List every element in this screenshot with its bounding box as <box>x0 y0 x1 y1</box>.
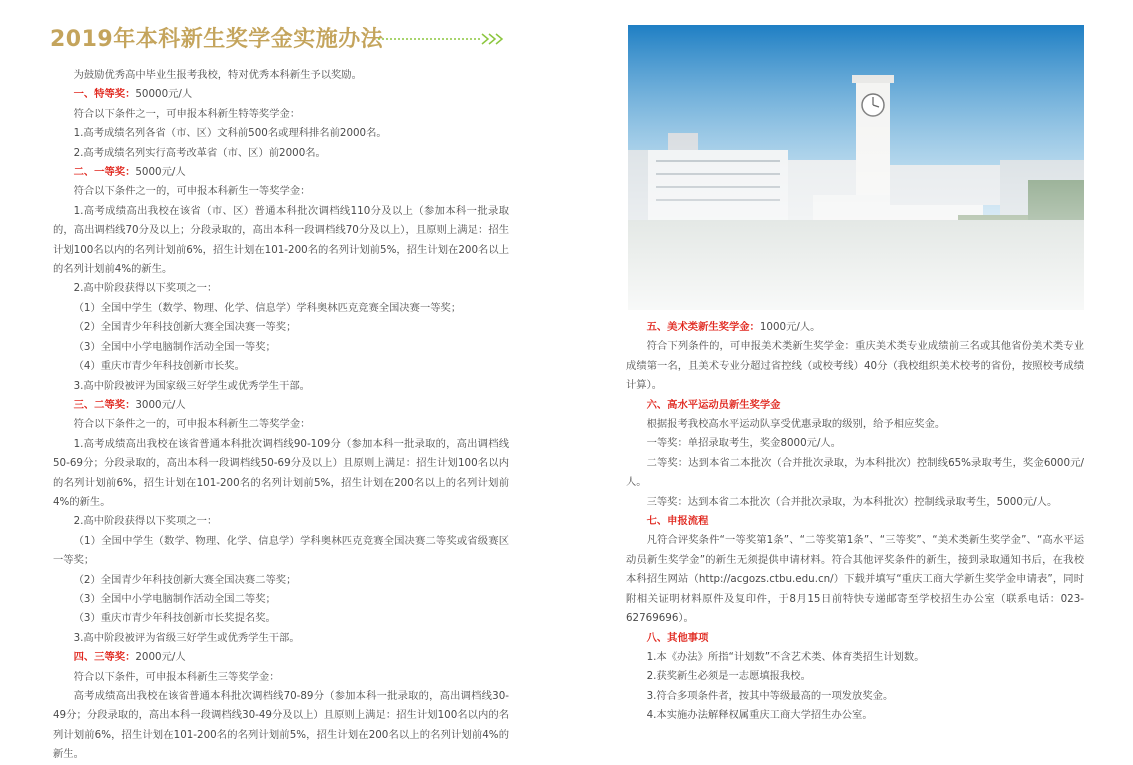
paragraph-text: （2）全国青少年科技创新大赛全国决赛二等奖； <box>73 573 297 586</box>
paragraph <box>53 299 509 318</box>
paragraph <box>626 687 1084 706</box>
paragraph <box>53 182 509 201</box>
right-column-text <box>626 318 1084 726</box>
paragraph <box>53 124 509 143</box>
paragraph <box>53 512 509 531</box>
paragraph-text: 根据报考我校高水平运动队享受优惠录取的级别，给予相应奖金。 <box>646 418 946 431</box>
section-heading <box>626 396 1084 415</box>
paragraph <box>53 318 509 337</box>
paragraph-text: 2.高中阶段获得以下奖项之一： <box>73 515 218 528</box>
paragraph <box>53 590 509 609</box>
paragraph-text: 符合以下条件之一的，可申报本科新生一等奖学金： <box>73 185 311 198</box>
paragraph-text: （3）全国中小学电脑制作活动全国二等奖； <box>73 592 276 605</box>
paragraph-text: （3）重庆市青少年科技创新市长奖提名奖。 <box>73 612 276 625</box>
award-heading-label: 二、一等奖： <box>73 166 136 179</box>
campus-clock-tower-photo <box>628 25 1084 310</box>
paragraph <box>53 66 509 85</box>
paragraph-text: 2.高中阶段获得以下奖项之一： <box>73 282 218 295</box>
section-heading <box>53 163 509 182</box>
paragraph-text: 二等奖：达到本省二本批次（合并批次录取，为本科批次）控制线65%录取考生，奖金6000元/人。 <box>626 456 1084 489</box>
paragraph-text: 3.高中阶段被评为省级三好学生或优秀学生干部。 <box>73 631 300 644</box>
paragraph <box>53 687 509 765</box>
paragraph-text: 1.本《办法》所指“计划数”不含艺术类、体育类招生计划数。 <box>646 650 925 663</box>
paragraph-text: 符合以下条件之一，可申报本科新生特等奖学金： <box>73 107 301 120</box>
paragraph <box>626 706 1084 725</box>
paragraph <box>626 337 1084 395</box>
paragraph <box>626 434 1084 453</box>
paragraph-text: 1.高考成绩高出我校在该省普通本科批次调档线90-109分（参加本科一批录取的，高出调档线50-69分；分段录取的，高出本科一段调档线50-69分及以上）且原则上满足：招生计划100名以内的名列计划前6%，招生计划在101-200名的名列计划前5%，招生计划在200名以上的名列计划前4%的新生。 <box>53 437 509 508</box>
award-amount: 3000元/人 <box>135 398 186 411</box>
award-heading-label: 一、特等奖： <box>73 88 136 101</box>
section-heading <box>53 85 509 104</box>
paragraph-text: 2.获奖新生必须是一志愿填报我校。 <box>646 670 811 683</box>
paragraph <box>53 202 509 280</box>
paragraph-text: 三等奖：达到本省二本批次（合并批次录取，为本科批次）控制线录取考生，5000元/人。 <box>646 495 1058 508</box>
paragraph-text: （1）全国中学生（数学、物理、化学、信息学）学科奥林匹克竞赛全国决赛二等奖或省级赛区一等奖； <box>53 534 509 567</box>
paragraph <box>626 531 1084 628</box>
paragraph-text: 符合以下条件之一的，可申报本科新生二等奖学金： <box>73 418 311 431</box>
award-heading-label: 四、三等奖： <box>73 651 136 664</box>
paragraph-text: 一等奖：单招录取考生，奖金8000元/人。 <box>646 437 842 450</box>
paragraph-text: 2.高考成绩名列实行高考改革省（市、区）前2000名。 <box>73 146 326 159</box>
paragraph <box>53 571 509 590</box>
paragraph <box>53 105 509 124</box>
paragraph-text: 3.高中阶段被评为国家级三好学生或优秀学生干部。 <box>73 379 310 392</box>
paragraph <box>626 454 1084 493</box>
paragraph <box>626 648 1084 667</box>
award-heading-label: 三、二等奖： <box>73 398 136 411</box>
award-amount: 50000元/人 <box>135 88 193 101</box>
paragraph <box>53 357 509 376</box>
award-heading-label: 八、其他事项 <box>646 631 709 644</box>
paragraph-text: 4.本实施办法解释权属重庆工商大学招生办公室。 <box>646 709 873 722</box>
paragraph-text: 1.高考成绩名列各省（市、区）文科前500名或理科排名前2000名。 <box>73 127 387 140</box>
paragraph <box>53 609 509 628</box>
award-heading-label: 六、高水平运动员新生奖学金 <box>646 398 781 411</box>
paragraph-text: 为鼓励优秀高中毕业生报考我校，特对优秀本科新生予以奖励。 <box>73 69 362 81</box>
paragraph-text: 符合下列条件的，可申报美术类新生奖学金：重庆美术类专业成绩前三名或其他省份美术类专业成绩第一名，且美术专业分超过省控线（或校考线）40分（我校组织美术校考的省份，按照校考成绩计算）。 <box>626 340 1084 392</box>
paragraph-text: （2）全国青少年科技创新大赛全国决赛一等奖； <box>73 321 297 334</box>
left-column-text <box>53 66 509 765</box>
dotted-arrow-icon <box>378 32 508 46</box>
paragraph <box>53 415 509 434</box>
paragraph-text: 符合以下条件，可申报本科新生三等奖学金： <box>73 670 280 683</box>
paragraph-text: （1）全国中学生（数学、物理、化学、信息学）学科奥林匹克竞赛全国决赛一等奖； <box>73 301 462 314</box>
section-heading <box>626 512 1084 531</box>
paragraph <box>53 435 509 513</box>
paragraph <box>626 415 1084 434</box>
paragraph <box>626 667 1084 686</box>
paragraph-text: 凡符合评奖条件“一等奖第1条”、“二等奖第1条”、“三等奖”、“美术类新生奖学金”、“高水平运动员新生奖学金”的新生无须提供申请材料。符合其他评奖条件的新生，接到录取通知书后，在我校本科招生网站（http://acgozs.ctbu.edu.cn/）下载并填写“重庆工商大学新生奖学金申请表”，同时附相关证明材料原件及复印件，于8月15日前特快专递邮寄至学校招生办公室（联系电话：023-62769696）。 <box>626 534 1084 625</box>
paragraph <box>53 629 509 648</box>
paragraph <box>626 493 1084 512</box>
award-amount: 5000元/人 <box>135 166 186 179</box>
award-amount: 2000元/人 <box>135 651 186 664</box>
paragraph <box>53 338 509 357</box>
award-heading-label: 五、美术类新生奖学金： <box>646 321 760 333</box>
section-heading <box>53 396 509 415</box>
paragraph-text: 高考成绩高出我校在该省普通本科批次调档线70-89分（参加本科一批录取的，高出调档线30-49分；分段录取的，高出本科一段调档线30-49分及以上）且原则上满足：招生计划100名以内的名列计划前6%，招生计划在101-200名的名列计划前5%，招生计划在200名以上的名列计划前4%的新生。 <box>53 690 509 761</box>
paragraph <box>53 279 509 298</box>
paragraph-text: 1.高考成绩高出我校在该省（市、区）普通本科批次调档线110分及以上（参加本科一批录取的，高出调档线70分及以上；分段录取的，高出本科一段调档线70分及以上），且原则上满足：招生计划100名以内的名列计划前6%，招生计划在101-200名的名列计划前5%，招生计划在200名以上的名列计划前4%的新生。 <box>53 204 509 276</box>
paragraph <box>53 144 509 163</box>
paragraph-text: （3）全国中小学电脑制作活动全国一等奖； <box>73 340 276 353</box>
award-amount: 1000元/人。 <box>759 321 821 333</box>
page-title: 2019年本科新生奖学金实施办法 <box>50 27 384 52</box>
section-heading <box>53 648 509 667</box>
award-heading-label: 七、申报流程 <box>646 515 709 528</box>
section-heading <box>626 629 1084 648</box>
paragraph <box>53 668 509 687</box>
paragraph <box>53 532 509 571</box>
paragraph <box>53 377 509 396</box>
paragraph-text: （4）重庆市青少年科技创新市长奖。 <box>73 360 245 373</box>
section-heading <box>626 318 1084 337</box>
paragraph-text: 3.符合多项条件者，按其中等级最高的一项发放奖金。 <box>646 689 894 702</box>
